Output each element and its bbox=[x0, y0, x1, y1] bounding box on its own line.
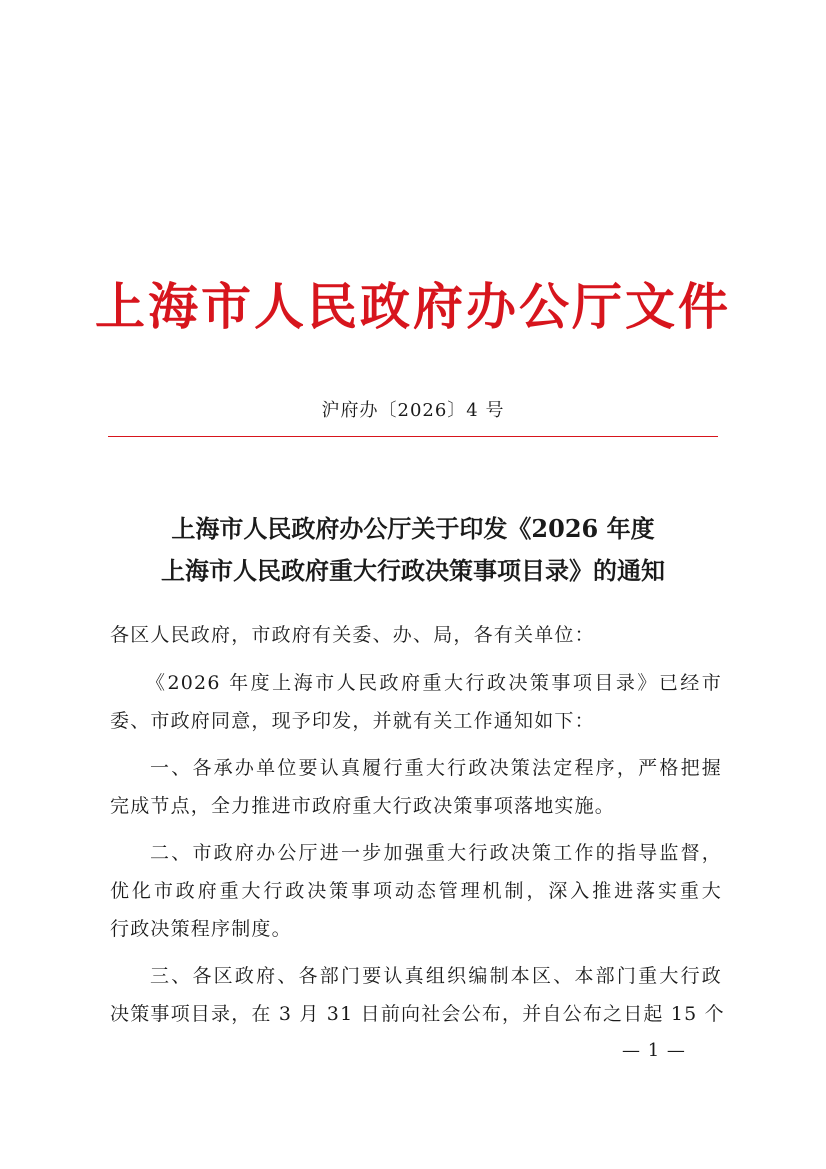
issuing-agency-header: 上海市人民政府办公厅文件 bbox=[95, 277, 731, 336]
body-line: 完成节点，全力推进市政府重大行政决策事项落地实施。 bbox=[110, 795, 616, 817]
notice-title bbox=[0, 508, 826, 592]
notice-title-line-1: 上海市人民政府办公厅关于印发《2026 年度 bbox=[171, 514, 655, 543]
document-number: 沪府办〔2026〕4 号 bbox=[321, 400, 505, 421]
body-line: 一、各承办单位要认真履行重大行政决策法定程序，严格把握 bbox=[150, 757, 722, 779]
body-line: 决策事项目录，在 3 月 31 日前向社会公布，并自公布之日起 15 个 bbox=[110, 1003, 725, 1025]
body-line: 优化市政府重大行政决策事项动态管理机制，深入推进落实重大 bbox=[110, 880, 722, 902]
salutation-line: 各区人民政府，市政府有关委、办、局，各有关单位： bbox=[110, 624, 595, 646]
red-separator-line bbox=[108, 436, 718, 437]
notice-body bbox=[110, 620, 725, 1040]
body-line: 《2026 年度上海市人民政府重大行政决策事项目录》已经市 bbox=[146, 672, 722, 694]
notice-title-line-2: 上海市人民政府重大行政决策事项目录》的通知 bbox=[161, 556, 665, 585]
body-line: 二、市政府办公厅进一步加强重大行政决策工作的指导监督， bbox=[150, 842, 722, 864]
body-line: 行政决策程序制度。 bbox=[110, 918, 292, 940]
body-line: 委、市政府同意，现予印发，并就有关工作通知如下： bbox=[110, 710, 595, 732]
page-number: — 1 — bbox=[622, 1040, 686, 1061]
body-line: 三、各区政府、各部门要认真组织编制本区、本部门重大行政 bbox=[150, 965, 722, 987]
